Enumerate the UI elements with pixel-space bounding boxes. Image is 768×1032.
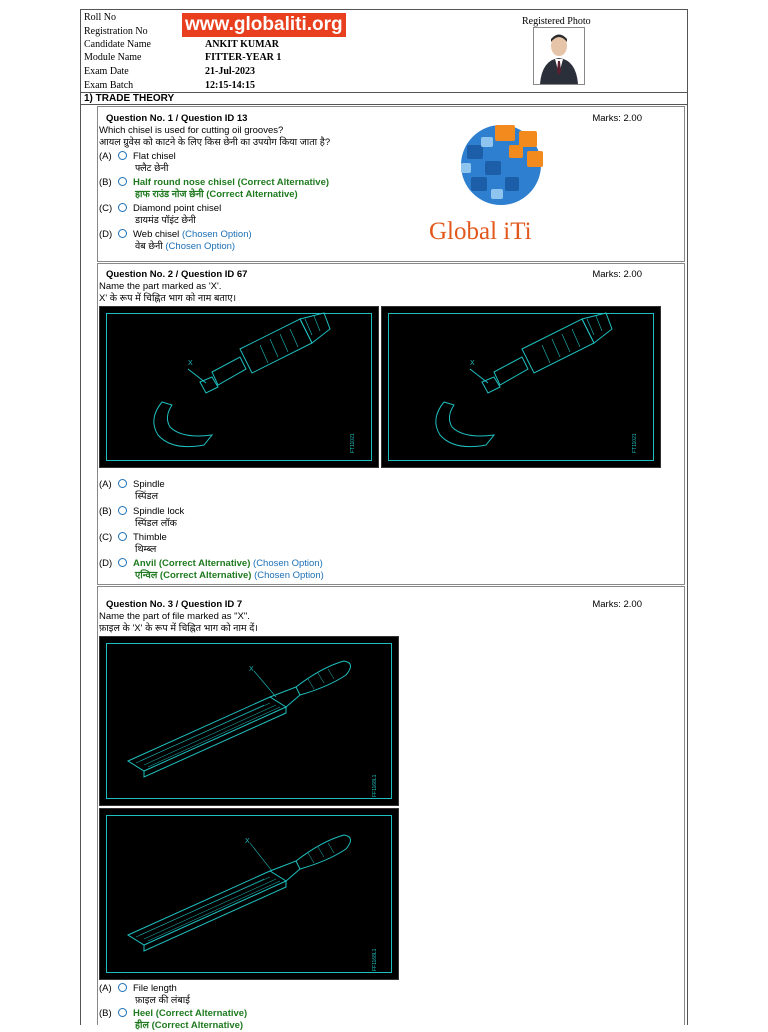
option-label: (D) [99,558,113,569]
global-iti-logo [429,115,581,247]
option-label: (B) [99,177,112,188]
correct-tag: (Correct Alternative) [151,1020,244,1031]
option-text-en: Flat chisel [133,151,176,162]
radio-icon[interactable] [118,532,127,541]
option-text-en: Half round nose chisel [133,177,235,188]
question-2-marks: Marks: 2.00 [592,269,642,280]
micrometer-figure-right [381,306,661,468]
question-3-text-en: Name the part of file marked as "X". [99,611,250,622]
option-text-en: Heel [133,1008,154,1019]
radio-icon[interactable] [118,558,127,567]
exam-batch-label: Exam Batch [84,80,134,91]
option-text-hi: थिम्ब्ल [135,544,157,555]
registered-photo-label: Registered Photo [522,16,591,27]
question-2-text-hi: X' के रूप में चिह्नित भाग को नाम बताए। [99,293,237,304]
question-2-head: Question No. 2 / Question ID 67 [106,269,248,280]
question-3-head: Question No. 3 / Question ID 7 [106,599,243,610]
option-label: (C) [99,203,113,214]
micrometer-figure-left [99,306,379,468]
option-text-hi: फ़ाइल की लंबाई [135,995,190,1006]
question-2-option-d[interactable] [99,558,324,581]
option-label: (A) [99,479,112,490]
radio-icon[interactable] [118,1008,127,1017]
question-2-option-c[interactable] [99,532,167,555]
question-2-card [97,263,685,585]
radio-icon[interactable] [118,177,127,186]
question-2-option-b[interactable] [99,506,185,529]
chosen-tag: (Chosen Option) [254,570,324,581]
question-3-option-b[interactable] [99,1008,248,1031]
option-text-hi: वेब छेनी [135,241,163,252]
option-text-en: Thimble [133,532,167,543]
question-1-marks: Marks: 2.00 [592,113,642,124]
option-text-hi: डायमंड पॉइंट छेनी [135,215,196,226]
candidate-header [81,10,687,93]
option-label: (A) [99,151,112,162]
option-text-en: Diamond point chisel [133,203,222,214]
registration-no-label: Registration No [84,26,148,37]
option-label: (C) [99,532,113,543]
module-name-value: FITTER-YEAR 1 [205,52,282,63]
exam-batch-value: 12:15-14:15 [205,80,255,91]
file-figure-top [99,636,399,806]
answer-sheet [80,9,688,1031]
option-label: (D) [99,229,113,240]
question-1-head: Question No. 1 / Question ID 13 [106,113,248,124]
radio-icon[interactable] [118,506,127,515]
chosen-tag: (Chosen Option) [165,241,236,252]
question-2-text-en: Name the part marked as 'X'. [99,281,222,292]
exam-date-value: 21-Jul-2023 [205,66,255,77]
option-text-hi: स्पिंडल [135,491,159,502]
option-label: (A) [99,983,112,994]
option-text-en: Spindle [133,479,165,490]
file-drawing [100,809,398,979]
question-3-text-hi: फ़ाइल के 'X' के रूप में चिह्नित भाग को नाम दें। [99,623,258,634]
option-text-hi: हील [135,1020,149,1031]
chosen-tag: (Chosen Option) [253,558,323,569]
section-title: 1) TRADE THEORY [81,92,687,105]
option-text-en: Spindle lock [133,506,185,517]
roll-no-label: Roll No [84,12,116,23]
micrometer-drawing [100,307,378,467]
radio-icon[interactable] [118,229,127,238]
option-text-hi: स्पिंडल लॉक [135,518,177,529]
website-watermark: www.globaliti.org [182,13,346,37]
image-code: FF1168L1 [372,774,378,797]
correct-tag: (Correct Alternative) [206,189,298,200]
image-code: FF1168L1 [372,948,378,971]
option-label: (B) [99,506,112,517]
question-1-option-b[interactable] [99,177,330,200]
candidate-photo [533,27,585,85]
micrometer-drawing [382,307,660,467]
radio-icon[interactable] [118,151,127,160]
option-text-en: File length [133,983,177,994]
option-text-en: Web chisel [133,229,180,240]
correct-tag: (Correct Alternative) [155,1008,248,1019]
file-drawing [100,637,398,805]
image-code: FT11021 [350,433,356,453]
option-text-hi: हाफ राउंड नोज छेनी [135,189,204,200]
question-1-option-d[interactable] [99,229,252,252]
file-figure-bottom [99,808,399,980]
question-2-option-a[interactable] [99,479,165,502]
option-text-hi: एन्विल [135,570,158,581]
logo-text: Global iTi [429,218,532,245]
correct-tag: (Correct Alternative) [237,177,330,188]
option-text-en: Anvil [133,558,157,569]
candidate-name-value: ANKIT KUMAR [205,39,279,50]
question-1-text-en: Which chisel is used for cutting oil grooves? [99,125,284,136]
image-marker: X [249,666,254,673]
image-marker: X [470,360,475,367]
question-1-option-a[interactable] [99,151,176,174]
person-avatar-icon [534,28,584,84]
question-3-card [97,586,685,1031]
question-3-option-a[interactable] [99,983,190,1006]
chosen-tag: (Chosen Option) [181,229,252,240]
option-label: (B) [99,1008,112,1019]
candidate-name-label: Candidate Name [84,39,151,50]
correct-tag: (Correct Alternative) [159,570,252,581]
question-3-marks: Marks: 2.00 [592,599,642,610]
question-1-text-hi: आयल ग्रुवेस को काटने के लिए किस छेनी का उपयोग किया जाता है? [99,137,331,148]
image-marker: X [188,360,193,367]
radio-icon[interactable] [118,479,127,488]
correct-tag: (Correct Alternative) [158,558,251,569]
module-name-label: Module Name [84,52,142,63]
question-1-option-c[interactable] [99,203,222,226]
radio-icon[interactable] [118,203,127,212]
image-marker: X [245,838,250,845]
exam-date-label: Exam Date [84,66,129,77]
question-1-card [97,106,685,262]
option-text-hi: फ्लैट छेनी [135,163,169,174]
image-code: FT11021 [632,433,638,453]
radio-icon[interactable] [118,983,127,992]
